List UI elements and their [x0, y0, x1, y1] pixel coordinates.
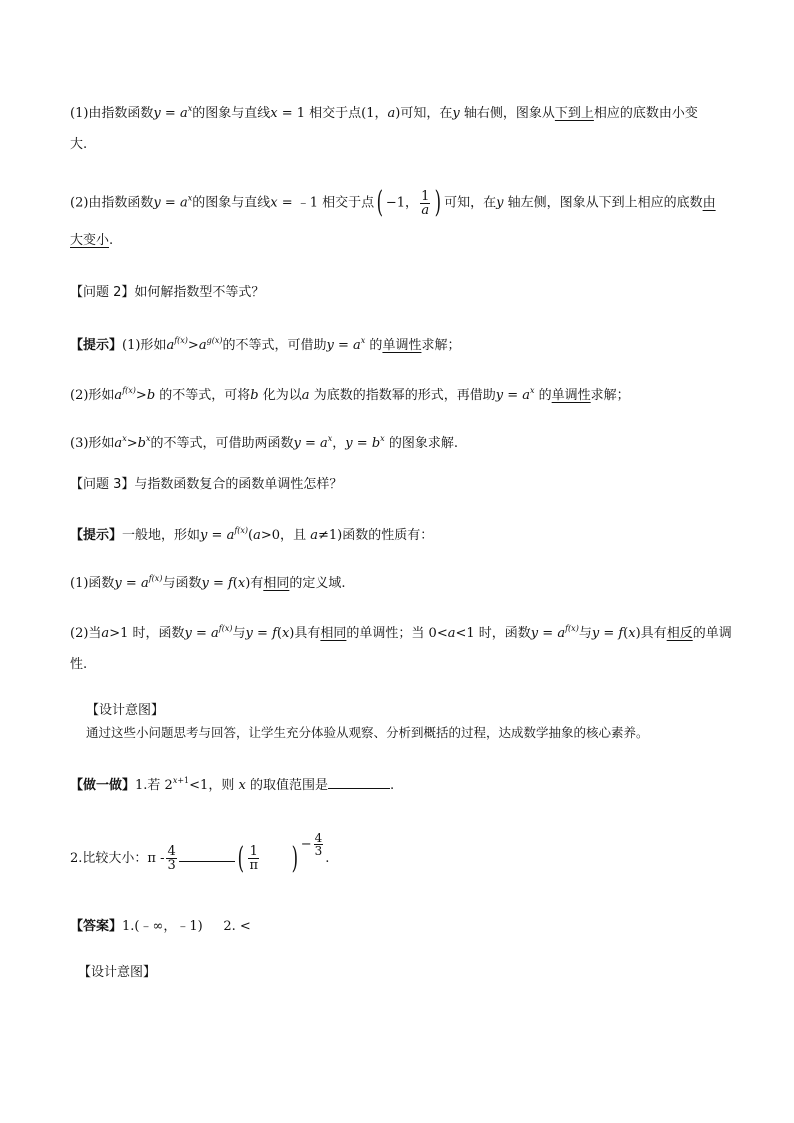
- l32-text-l: 性.: [70, 657, 88, 672]
- try-text-c: 的取值范围是: [249, 778, 328, 793]
- l22-text-b: 的不等式，可将: [159, 388, 251, 403]
- hint3-text-c: 函数的性质有：: [342, 528, 434, 543]
- p1-text-h: 大.: [70, 137, 88, 152]
- l32-text-d: 具有: [294, 626, 321, 641]
- answer-text-c: <: [239, 919, 251, 934]
- compare-inner-num: 1: [249, 844, 258, 859]
- design-1-title-text: 【设计意图】: [86, 703, 165, 718]
- hint-3-line-2: (1)函数$y = a^{f(x)}$与函数y = f(x)有相同的定义域.: [70, 574, 346, 591]
- try-end: .: [389, 778, 395, 793]
- l22-underlined: 单调性: [551, 388, 591, 403]
- l22-text-c: 化为以: [262, 388, 302, 403]
- question-2-text: 【问题 2】如何解指数型不等式？: [70, 285, 265, 300]
- p2-text-a: (2)由指数函数: [70, 195, 154, 211]
- hint3-text-b: 且: [293, 528, 307, 543]
- hint2-text-a: (1)形如: [122, 338, 167, 353]
- l32-text-i: 具有: [640, 626, 667, 641]
- answer-line: 【答案】1.(﹣∞，﹣1) 2. <: [70, 919, 251, 934]
- answer-blank-1[interactable]: [328, 788, 390, 789]
- hint-3-label: 【提示】: [70, 528, 123, 543]
- p1-text-a: (1)由指数函数: [70, 106, 154, 121]
- l31-underlined: 相同: [263, 576, 290, 591]
- question-2-title: [70, 284, 264, 302]
- compare-end: .: [325, 851, 330, 866]
- l31-text-e: 的定义域.: [289, 576, 346, 591]
- try-text-b: ，则: [208, 778, 235, 793]
- para-2-line-1: (2)由指数函数$y = a^x$的图象与直线x = ﹣1 相交于点( −1， $\frac{1}{a}$ ) 可知，在y 轴左侧，图象从下到上相应的底数由: [70, 185, 716, 220]
- l22-text-d: 为底数的指数幂的形式，再借助: [313, 388, 496, 403]
- l32-text-k: 的单调: [692, 626, 732, 641]
- l31-text-b: 与函数: [162, 576, 202, 591]
- p1-text-c: 相交于点: [309, 106, 362, 121]
- hint2-underlined: 单调性: [382, 338, 422, 353]
- l22-text-a: (2)形如: [70, 388, 115, 403]
- l23-text-b: 的不等式，可借助两函数: [150, 436, 294, 451]
- compare-inner-den: π: [249, 858, 259, 873]
- hint-2-line-1: 【提示】(1)形如$a^{f(x)}>a^{g(x)}$的不等式，可借助$y = a^x$ 的单调性求解；: [70, 336, 461, 353]
- p1-underlined-text: 下到上: [554, 106, 594, 121]
- compare-line: 2.比较大小：π - $\frac{4}{3}$ ( $\frac{1}{\pi}$ ) − $\frac{4}{3}$ .: [70, 831, 330, 876]
- p2-text-b: 的图象与直线: [192, 195, 271, 211]
- p2-text-e: 轴左侧，图象从下到上相应的底数: [507, 195, 703, 211]
- p2-text-h: .: [109, 233, 114, 248]
- compare-frac-num: 4: [167, 844, 176, 859]
- l32-text-a: (2)当: [70, 626, 102, 641]
- answer-label: 【答案】: [70, 919, 123, 934]
- hint-2-line-3: (3)形如$a^x>b^x$的不等式，可借助两函数$y = a^x$，$y = b^x$ 的图象求解.: [70, 434, 458, 451]
- l31-text-a: (1)函数: [70, 576, 115, 591]
- l32-underlined-b: 相反: [666, 626, 693, 641]
- design-intent-2-title: [78, 964, 156, 982]
- l22-text-f: 求解；: [590, 388, 630, 403]
- l23-text-c: 的图象求解.: [388, 436, 458, 451]
- answer-text-b: 2.: [223, 919, 236, 934]
- l32-text-b: 时，函数: [132, 626, 185, 641]
- l32-underlined-a: 相同: [320, 626, 347, 641]
- p2-underlined-text-a: 由: [702, 195, 716, 211]
- p1-text-d: 可知，在: [400, 106, 453, 121]
- try-line: 【做一做】1.若 $2^{x+1}<1$，则 x 的取值范围是 .: [70, 776, 395, 793]
- hint-2-line-2: (2)形如$a^{f(x)}>b$ 的不等式，可将b 化为以a 为底数的指数幂的形式，再借助$y = a^x$ 的单调性求解；: [70, 386, 630, 403]
- hint2-text-b: 的不等式，可借助: [222, 338, 327, 353]
- p2-underlined-text-b: 大变小: [70, 233, 110, 248]
- l32-text-f: 的单调性；当: [346, 626, 425, 641]
- l32-text-g: 时，函数: [478, 626, 531, 641]
- design-intent-1-title: [86, 702, 164, 720]
- hint2-text-d: 求解；: [421, 338, 461, 353]
- hint-2-label: 【提示】: [70, 338, 123, 353]
- p2-text-c: 相交于点: [322, 195, 375, 211]
- question-3-title: [70, 476, 342, 494]
- l32-text-c: 与: [232, 626, 246, 641]
- l23-text-a: (3)形如: [70, 436, 115, 451]
- hint3-text-a: 一般地，形如: [122, 528, 201, 543]
- p2-text-d: 可知，在: [444, 195, 497, 211]
- try-label: 【做一做】: [70, 778, 136, 793]
- compare-text-a: 2.比较大小：: [70, 851, 148, 866]
- p1-text-g: 相应的底数由小变: [593, 106, 698, 121]
- p1-text-e: 轴右侧，图象从: [463, 106, 555, 121]
- l32-text-h: 与: [578, 626, 592, 641]
- answer-blank-2[interactable]: [179, 861, 235, 862]
- question-3-text: 【问题 3】与指数函数复合的函数单调性怎样？: [70, 477, 343, 492]
- hint-3-line-4: [70, 656, 87, 674]
- design-1-body-text: 通过这些小问题思考与回答，让学生充分体验从观察、分析到概括的过程，达成数学抽象的核心素养。: [86, 725, 649, 740]
- hint-3-line-3: (2)当a>1 时，函数$y = a^{f(x)}$与y = f(x)具有相同的单调性；当 0<a<1 时，函数$y = a^{f(x)}$与y = f(x)具有相反的单调: [70, 624, 732, 641]
- answer-text-a: 1.: [122, 919, 135, 934]
- l31-text-c: 有: [250, 576, 264, 591]
- p1-text-b: 的图象与直线: [192, 106, 271, 121]
- design-intent-1-body: [86, 724, 649, 742]
- design-2-title-text: 【设计意图】: [78, 965, 157, 980]
- hint-3-line-1: 【提示】一般地，形如$y = a^{f(x)}(a>0$，且 a≠1)函数的性质有：: [70, 526, 434, 543]
- compare-frac-den: 3: [167, 858, 176, 873]
- para-1-line-2: [70, 136, 87, 154]
- try-text-a: 1.若: [135, 778, 161, 793]
- para-2-line-2: [70, 232, 113, 250]
- para-1-line-1: (1)由指数函数$y = a^x$的图象与直线x = 1 相交于点(1，a)可知，在y 轴右侧，图象从下到上相应的底数由小变: [70, 104, 698, 121]
